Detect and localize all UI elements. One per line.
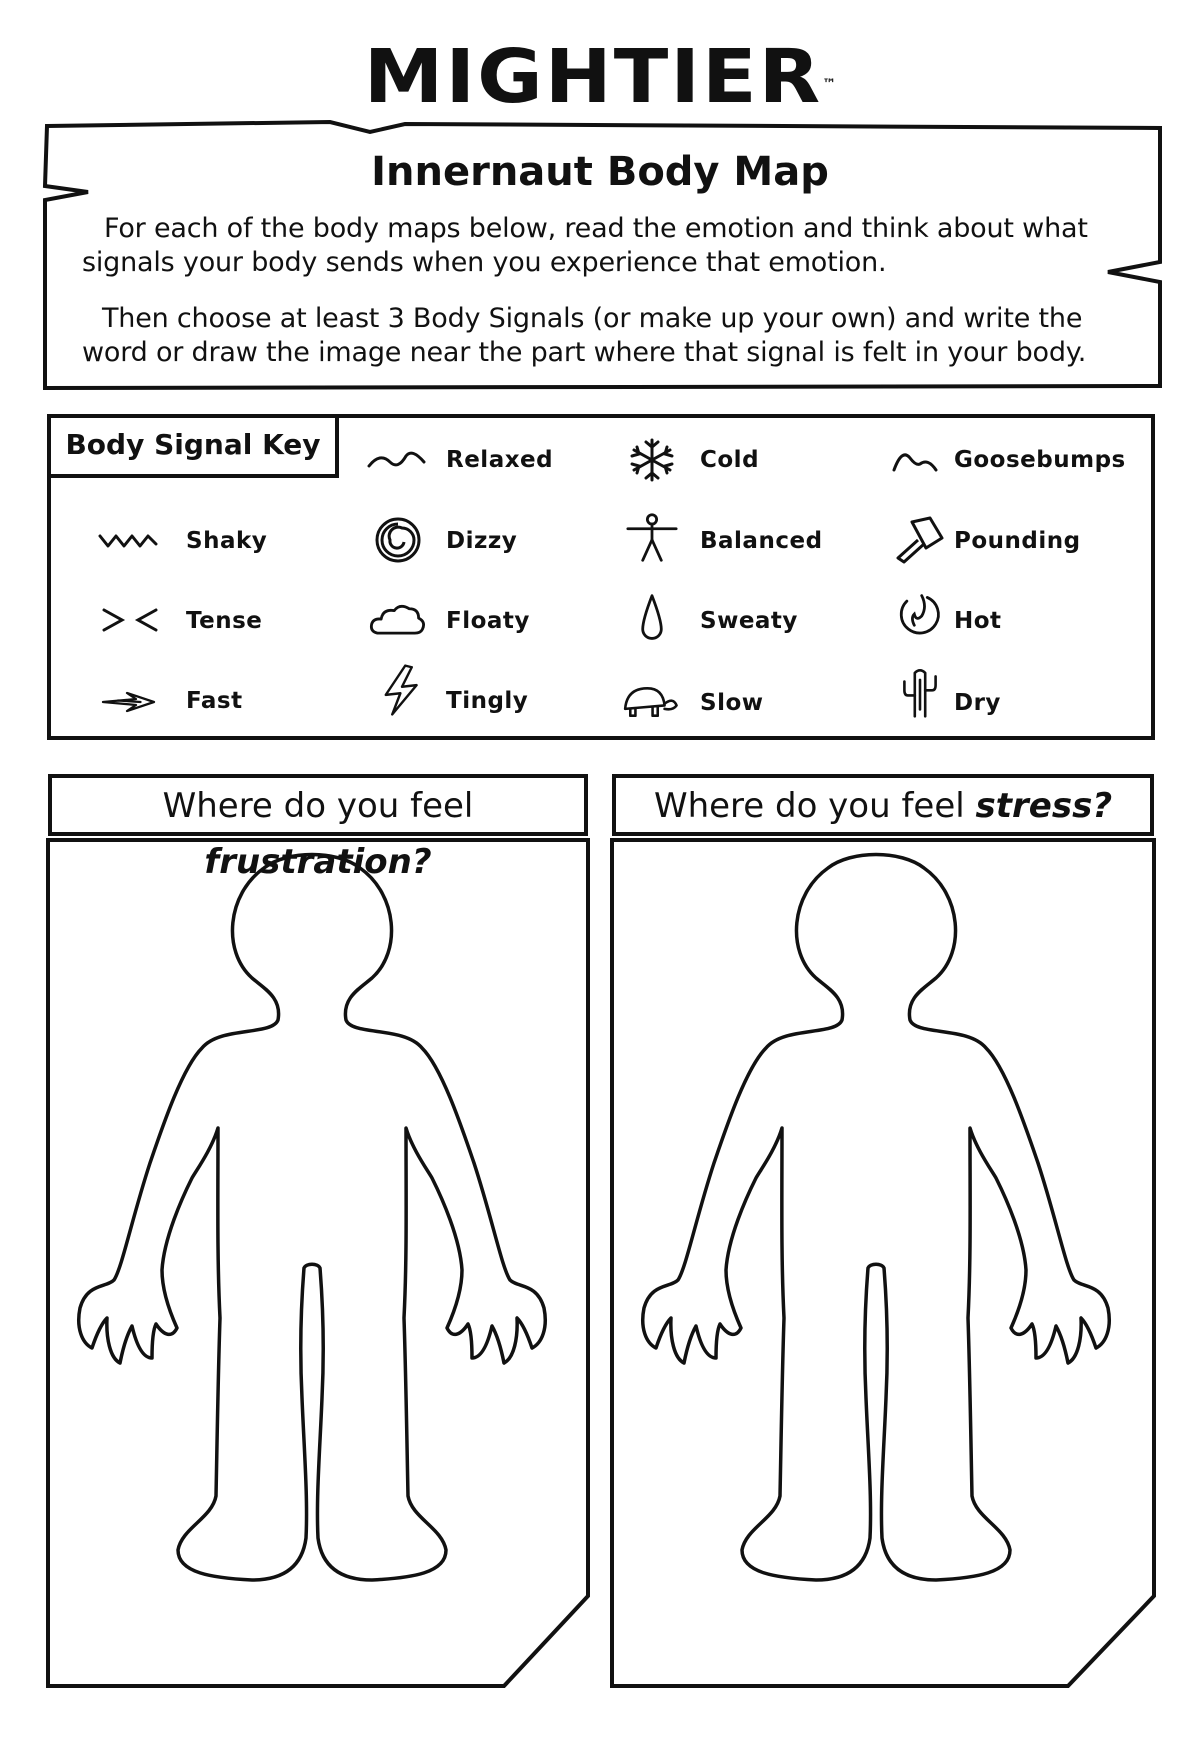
key-label-dizzy: Dizzy: [446, 528, 518, 554]
key-label-cold: Cold: [700, 447, 760, 473]
trademark-mark: ™: [822, 77, 837, 92]
key-label-shaky: Shaky: [186, 528, 268, 554]
key-title: Body Signal Key: [65, 428, 321, 461]
key-label-tingly: Tingly: [446, 688, 529, 714]
intro-paragraph-2: Then choose at least 3 Body Signals (or make up your own) and write the word or draw the image near the part where that signal is felt in your body.: [82, 303, 1087, 368]
intro-paragraph-1: For each of the body maps below, read the emotion and think about what signals your body sends when you experience that emotion.: [82, 213, 1088, 278]
emotion-frustration: frustration?: [204, 842, 432, 882]
question-header-stress: [612, 774, 1154, 836]
key-label-pounding: Pounding: [954, 528, 1081, 554]
key-label-hot: Hot: [954, 608, 1002, 634]
question-prefix: Where do you feel: [162, 786, 474, 826]
question-prefix: Where do you feel: [653, 786, 976, 826]
logo-text: MIGHTIER: [363, 33, 823, 120]
question-header-frustration: [48, 774, 588, 882]
key-label-tense: Tense: [186, 608, 263, 634]
key-label-dry: Dry: [954, 690, 1001, 716]
key-label-goosebumps: Goosebumps: [954, 447, 1126, 473]
key-label-sweaty: Sweaty: [700, 608, 798, 634]
body-outline-right: [643, 855, 1110, 1581]
key-label-floaty: Floaty: [446, 608, 530, 634]
body-outline-left: [79, 855, 546, 1581]
key-label-fast: Fast: [186, 688, 243, 714]
key-label-balanced: Balanced: [700, 528, 823, 554]
key-label-slow: Slow: [700, 690, 764, 716]
key-label-relaxed: Relaxed: [446, 447, 554, 473]
intro-title: Innernaut Body Map: [371, 149, 829, 195]
emotion-stress: stress?: [975, 786, 1113, 826]
